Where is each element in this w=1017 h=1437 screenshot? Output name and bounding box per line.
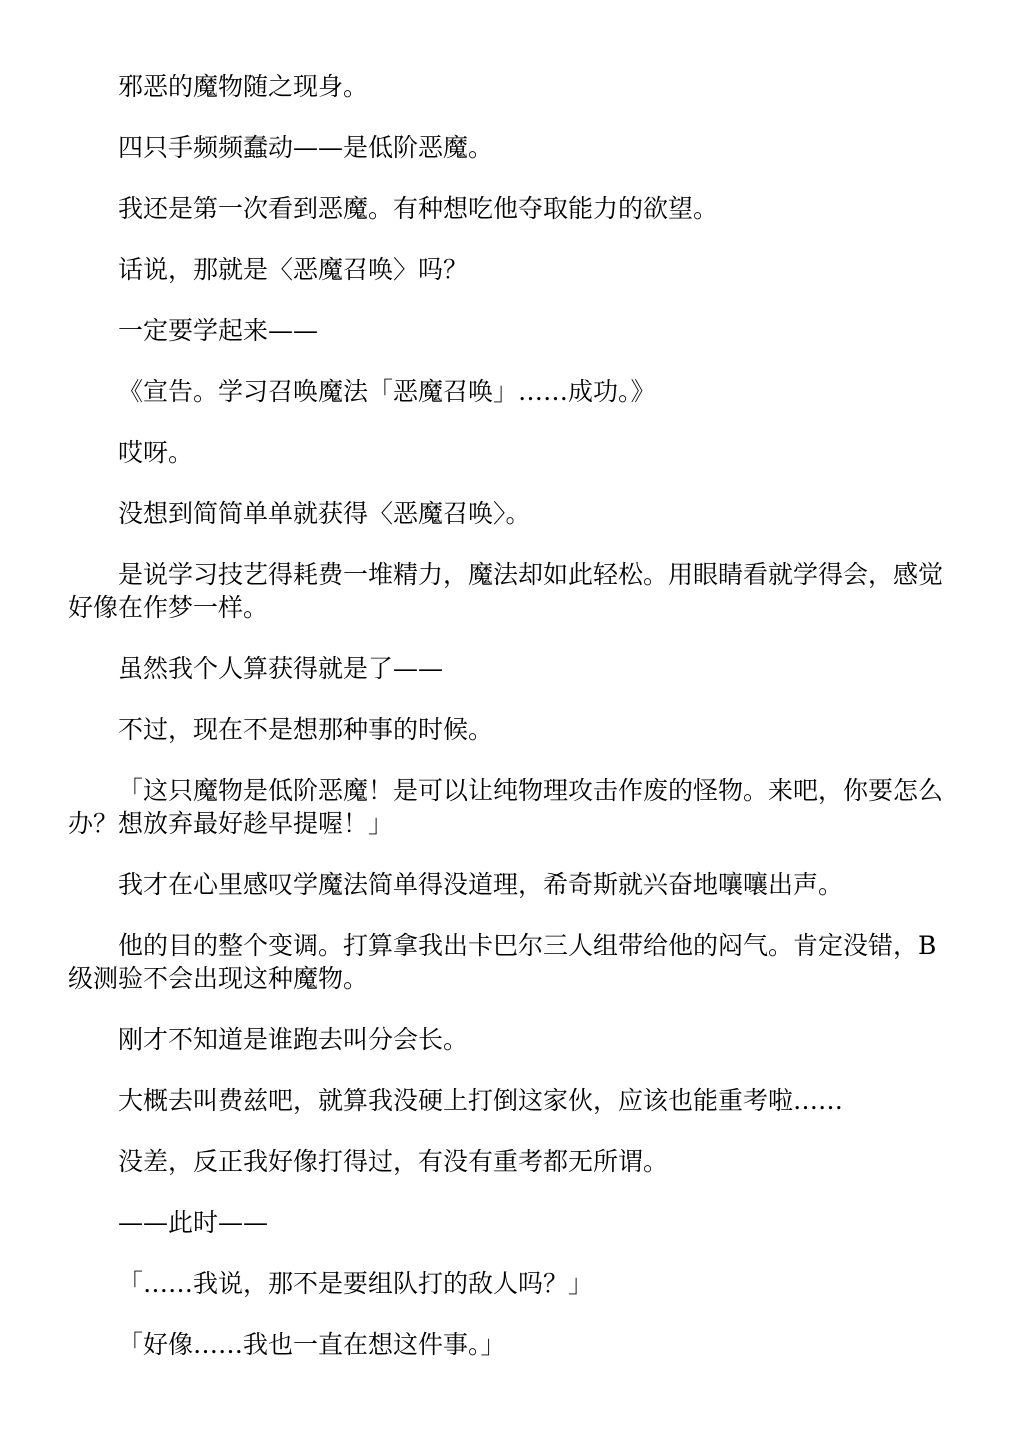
paragraph: 邪恶的魔物随之现身。 — [118, 72, 369, 101]
paragraph: 虽然我个人算获得就是了—— — [118, 654, 444, 683]
paragraph: 没差，反正我好像打得过，有没有重考都无所谓。 — [118, 1147, 669, 1176]
paragraph: 《宣告。学习召唤魔法「恶魔召唤」……成功。》 — [118, 377, 656, 406]
paragraph: 刚才不知道是谁跑去叫分会长。 — [118, 1025, 469, 1054]
paragraph: 我才在心里感叹学魔法简单得没道理，希奇斯就兴奋地嚷嚷出声。 — [118, 870, 844, 899]
paragraph: 一定要学起来—— — [118, 316, 319, 345]
paragraph: 「好像……我也一直在想这件事。」 — [118, 1330, 506, 1359]
paragraph: 四只手频频蠢动——是低阶恶魔。 — [118, 133, 494, 162]
paragraph: 他的目的整个变调。打算拿我出卡巴尔三人组带给他的闷气。肯定没错，B级测验不会出现这种魔物。 — [68, 931, 937, 993]
paragraph: 是说学习技艺得耗费一堆精力，魔法却如此轻松。用眼睛看就学得会，感觉好像在作梦一样。 — [68, 560, 944, 622]
paragraph: 没想到简简单单就获得〈恶魔召唤〉。 — [118, 499, 531, 528]
paragraph: 「……我说，那不是要组队打的敌人吗？」 — [118, 1269, 594, 1298]
paragraph: 「这只魔物是低阶恶魔！是可以让纯物理攻击作废的怪物。来吧，你要怎么办？想放弃最好趁早提喔！」 — [68, 776, 944, 838]
paragraph: 哎呀。 — [118, 438, 194, 467]
paragraph: ——此时—— — [118, 1208, 269, 1237]
paragraph: 不过，现在不是想那种事的时候。 — [118, 715, 494, 744]
paragraph: 话说，那就是〈恶魔召唤〉吗？ — [118, 255, 469, 284]
paragraph: 大概去叫费兹吧，就算我没硬上打倒这家伙，应该也能重考啦…… — [118, 1086, 844, 1115]
paragraph: 我还是第一次看到恶魔。有种想吃他夺取能力的欲望。 — [118, 194, 719, 223]
